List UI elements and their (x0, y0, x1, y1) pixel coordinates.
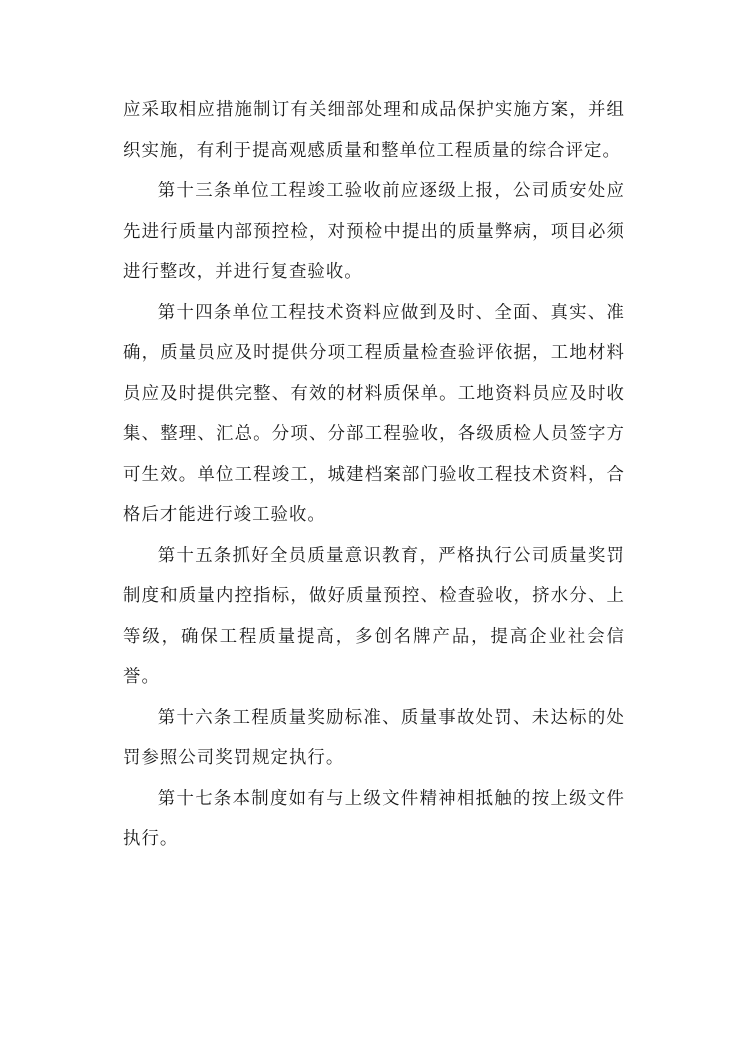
article-13: 第十三条单位工程竣工验收前应逐级上报，公司质安处应先进行质量内部预控检，对预检中提出的质量弊病，项目必须进行整改，并进行复查验收。 (123, 181, 625, 282)
article-14: 第十四条单位工程技术资料应做到及时、全面、真实、准确，质量员应及时提供分项工程质量检查验评依据，工地材料员应及时提供完整、有效的材料质保单。工地资料员应及时收集、整理、汇总。分项、分部工程验收，各级质检人员签字方可生效。单位工程竣工，城建档案部门验收工程技术资料，合格后才能进行竣工验收。 (123, 302, 625, 525)
article-17: 第十七条本制度如有与上级文件精神相抵触的按上级文件执行。 (123, 788, 625, 849)
article-15: 第十五条抓好全员质量意识教育，严格执行公司质量奖罚制度和质量内控指标，做好质量预控、检查验收，挤水分、上等级，确保工程质量提高，多创名牌产品，提高企业社会信誉。 (123, 545, 625, 687)
paragraph-continuation: 应采取相应措施制订有关细部处理和成品保护实施方案，并组织实施，有利于提高观感质量和整单位工程质量的综合评定。 (123, 100, 625, 161)
document-body (123, 90, 625, 860)
article-16: 第十六条工程质量奖励标准、质量事故处罚、未达标的处罚参照公司奖罚规定执行。 (123, 707, 625, 768)
